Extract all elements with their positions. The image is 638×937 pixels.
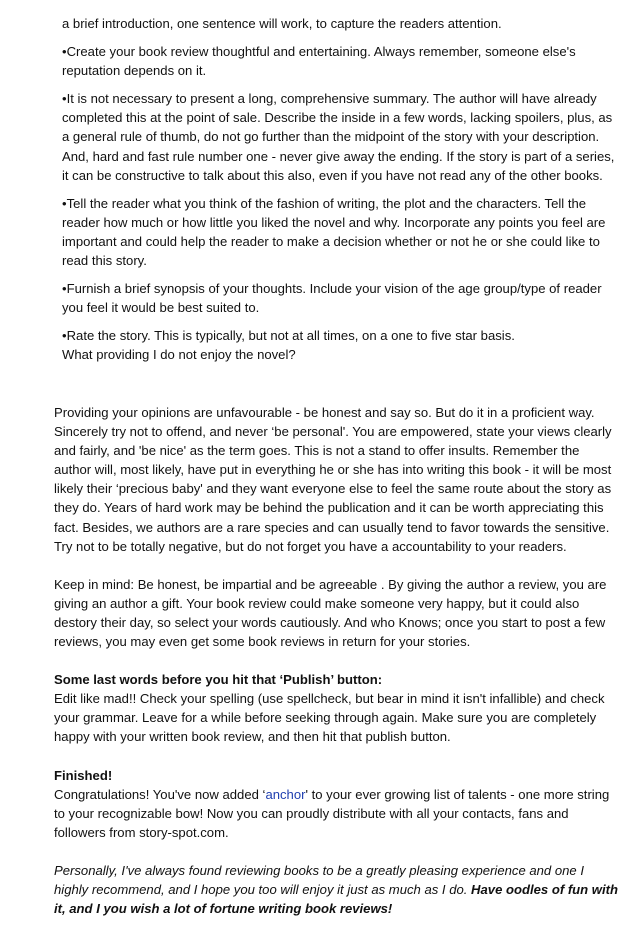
last-words-heading: Some last words before you hit that ‘Publish’ button: <box>54 672 383 688</box>
closing-paragraph <box>54 861 620 918</box>
last-words-body: Edit like mad!! Check your spelling (use spellcheck, but bear in mind it isn't infallible) and check your grammar. Leave for a while before seeking through again. Make sure you are completely happy with your written book review, and then hit that publish button. <box>54 691 605 745</box>
paragraph-keep-in-mind: Keep in mind: Be honest, be impartial and be agreeable . By giving the author a review, you are giving an author a gift. Your book review could make someone very happy, but it could also destory their day, so select your words cautiously. And who Knows; once you start to post a few reviews, you may even get some book reviews in return for your stories. <box>54 576 607 650</box>
closing-italic-text: Personally, I've always found reviewing books to be a greatly pleasing experience and one I highly recommend, and I hope you too will enjoy it just as much as I do. <box>54 862 584 897</box>
bullet-thoughtful: •Create your book review thoughtful and entertaining. Always remember, someone else's reputation depends on it. <box>62 44 576 79</box>
finished-body-after-link: ' to your ever growing list of talents - one more string to your recognizable bow! Now you can proudly distribute with all your contacts, fans and followers from story-spot.com. <box>54 786 610 840</box>
bullet-summary: •It is not necessary to present a long, comprehensive summary. The author will have already completed this at the point of sale. Describe the inside in a few words, lacking spoilers, plus, as a general rule of thumb, do not go further than the midpoint of the story with your description. And, hard and fast rule number one - never give away the ending. If the story is part of a series, it can be constructive to talk about this also, even if you have not read any of the other books. <box>62 91 615 183</box>
closing-bold-italic-text: Have oodles of fun with it, and I you wish a lot of fortune writing book reviews! <box>54 881 618 917</box>
bullet-rating-text: •Rate the story. This is typically, but not at all times, on a one to five star basis. <box>62 328 515 344</box>
finished-heading: Finished! <box>54 767 113 783</box>
tips-bullet-list <box>62 14 617 365</box>
paragraph-unfavourable: Providing your opinions are unfavourable - be honest and say so. But do it in a proficient way. Sincerely try not to offend, and never ‘be personal'. You are empowered, state your views clearly and fairly, and 'be nice' as the term goes. This is not a stand to offer insults. Remember the author will, most likely, have put in everything he or she has into writing this book - it will be most likely their ‘precious baby' and they want everyone else to feel the same route about the story as they do. Years of hard work may be behind the publication and it can be worth appreciating this fact. Besides, we authors are a rare species and can usually tend to favor towards the sensitive. Try not to be totally negative, but do not forget you have a accountability to your readers. <box>54 405 612 554</box>
bullet-followup-question: What providing I do not enjoy the novel? <box>62 347 296 363</box>
finished-body-before-link: Congratulations! You've now added ‘ <box>54 786 266 802</box>
bullet-intro-tail: a brief introduction, one sentence will work, to capture the readers attention. <box>62 16 502 31</box>
bullet-opinion: •Tell the reader what you think of the fashion of writing, the plot and the characters. Tell the reader how much or how little you liked the novel and why. Incorporate any points you feel are important and could help the reader to make a decision whether or not he or she could like to read this story. <box>62 195 606 269</box>
section-finished <box>54 766 620 842</box>
section-last-words <box>54 670 620 746</box>
bullet-rating <box>62 326 617 364</box>
bullet-synopsis: •Furnish a brief synopsis of your thoughts. Include your vision of the age group/type of reader you feel it would be best suited to. <box>62 281 602 316</box>
article-body <box>54 403 620 937</box>
anchor-link[interactable]: anchor <box>265 786 306 802</box>
